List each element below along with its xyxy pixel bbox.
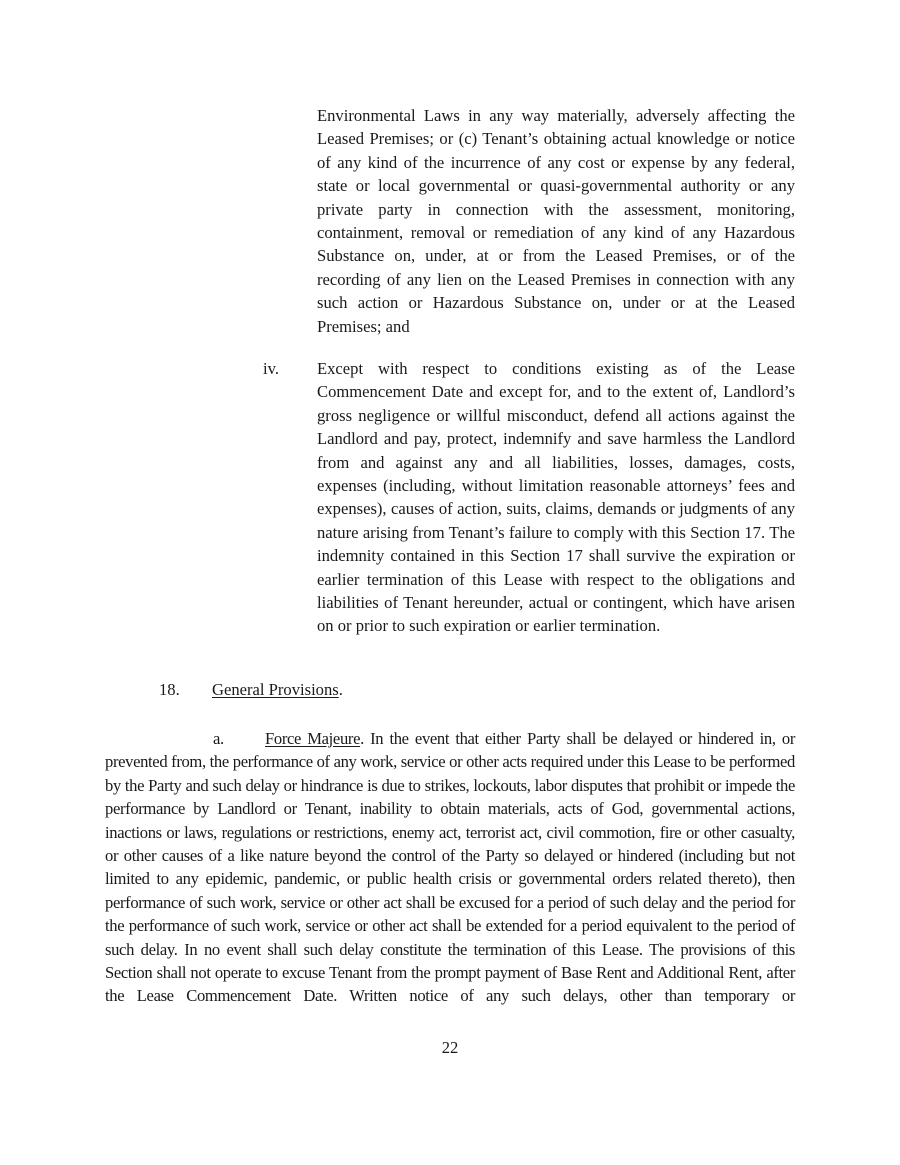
clause-item-iv-text: Except with respect to conditions existing as of the Lease Commencement Date and except for, and to the extent of, Landlord’s gross negligence or willful misconduct, defend all actions against the Landlord and pay, protect, indemnify and save harmless the Landlord from and against any and all liabilities, losses, damages, costs, expenses (including, without limitation reasonable attorneys’ fees and expenses), causes of action, suits, claims, demands or judgments of any nature arising from Tenant’s failure to comply with this Section 17. The indemnity contained in this Section 17 shall survive the expiration or earlier termination of this Lease with respect to the obligations and liabilities of Tenant hereunder, actual or contingent, which have arisen on or prior to such expiration or earlier termination. xyxy=(317,359,795,636)
section-title-period: . xyxy=(338,680,343,699)
paragraph-heading-period: . xyxy=(360,729,364,748)
section-number: 18. xyxy=(159,680,180,699)
continued-clause-text: Environmental Laws in any way materially, adversely affecting the Leased Premises; or (c) Tenant’s obtaining actual knowledge or notice of any kind of the incurrence of any cost or expense by any federal, state or local governmental or quasi-governmental authority or any private party in connection with the assessment, monitoring, containment, removal or remediation of any kind of any Hazardous Substance on, under, at or from the Leased Premises, or of the recording of any lien on the Leased Premises in connection with any such action or Hazardous Substance on, under or at the Leased Premises; and xyxy=(317,106,795,336)
paragraph-label: a. xyxy=(213,729,224,748)
section-title-wrapper xyxy=(212,678,343,701)
clause-numeral: iv. xyxy=(263,359,279,378)
paragraph-body-text: In the event that either Party shall be delayed or hindered in, or prevented from, the performance of any work, service or other acts required under this Lease to be performed by the Party and such delay or hindrance is due to strikes, lockouts, labor disputes that prohibit or impede the performance by Landlord or Tenant, inability to obtain materials, acts of God, governmental actions, inactions or laws, regulations or restrictions, enemy act, terrorist act, civil commotion, fire or other casualty, or other causes of a like nature beyond the control of the Party so delayed or hindered (including but not limited to any epidemic, pandemic, or public health crisis or governmental orders related thereto), then performance of such work, service or other act shall be excused for a period of such delay and the period for the performance of such work, service or other act shall be extended for a period equivalent to the period of such delay. In no event shall such delay constitute the termination of this Lease. The provisions of this Section shall not operate to excuse Tenant from the prompt payment of Base Rent and Additional Rent, after the Lease Commencement Date. Written notice of any such delays, other than temporary or xyxy=(105,729,795,1006)
continued-clause-text-block xyxy=(317,104,795,338)
paragraph-force-majeure xyxy=(105,727,795,1008)
page-number: 22 xyxy=(441,1038,459,1057)
paragraph-heading: Force Majeure xyxy=(265,729,361,748)
section-title: General Provisions xyxy=(212,680,339,699)
